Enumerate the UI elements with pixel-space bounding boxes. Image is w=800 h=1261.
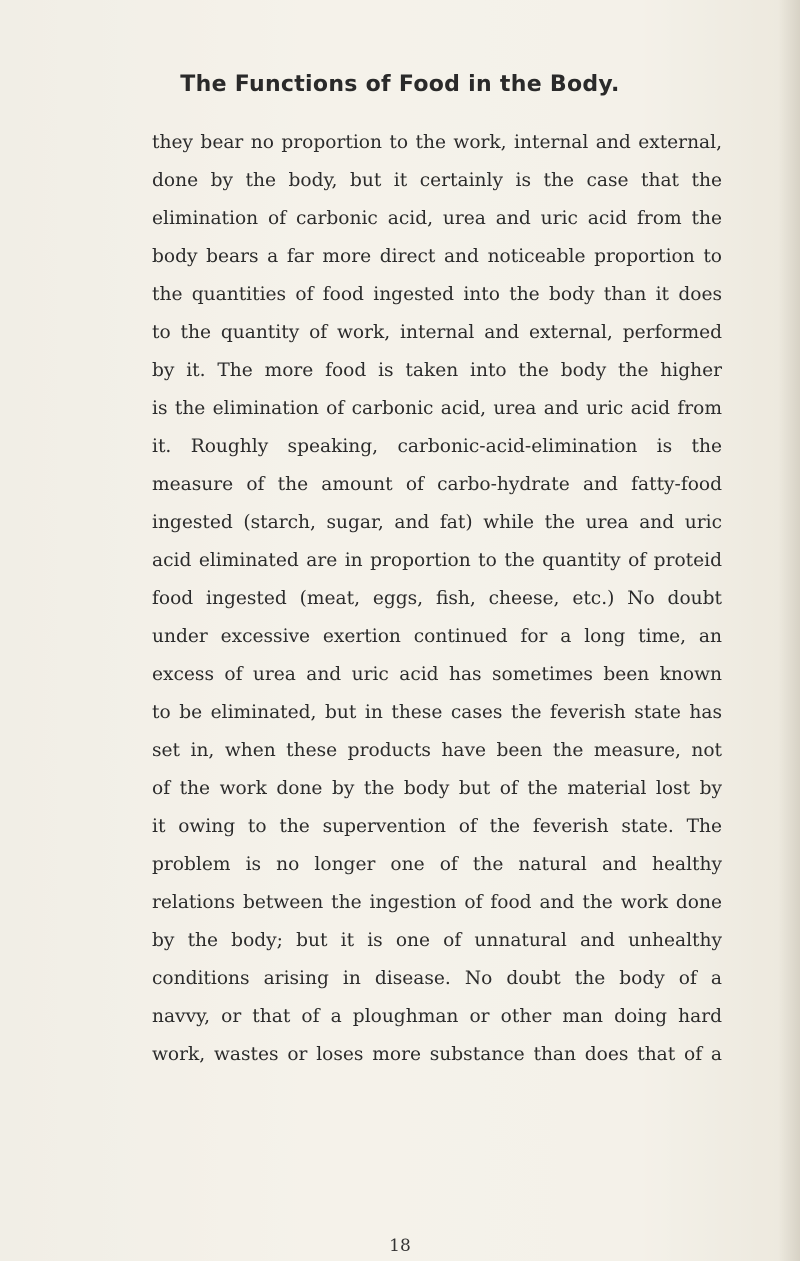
- text-line: they bear no proportion to the work, internal and external,: [152, 132, 722, 153]
- text-line: relations between the ingestion of food and the work done: [152, 892, 722, 913]
- text-line: ingested (starch, sugar, and fat) while the urea and uric: [152, 512, 722, 533]
- text-line: conditions arising in disease. No doubt the body of a: [152, 968, 722, 989]
- text-line: to be eliminated, but in these cases the feverish state has: [152, 702, 722, 723]
- text-line: navvy, or that of a ploughman or other man doing hard: [152, 1006, 722, 1027]
- text-line: it. Roughly speaking, carbonic-acid-elimination is the: [152, 436, 722, 457]
- page-number: 18: [389, 1236, 411, 1256]
- text-line: by it. The more food is taken into the body the higher: [152, 360, 722, 381]
- text-line: work, wastes or loses more substance than does that of a: [152, 1044, 722, 1065]
- text-line: excess of urea and uric acid has sometimes been known: [152, 664, 722, 685]
- body-text: [152, 124, 722, 1074]
- text-line: acid eliminated are in proportion to the quantity of proteid: [152, 550, 722, 571]
- text-line: it owing to the supervention of the feverish state. The: [152, 816, 722, 837]
- text-line: set in, when these products have been the measure, not: [152, 740, 722, 761]
- text-line: is the elimination of carbonic acid, urea and uric acid from: [152, 398, 722, 419]
- text-line: to the quantity of work, internal and external, performed: [152, 322, 722, 343]
- text-line: by the body; but it is one of unnatural and unhealthy: [152, 930, 722, 951]
- running-head: The Functions of Food in the Body.: [180, 72, 620, 97]
- text-line: problem is no longer one of the natural and healthy: [152, 854, 722, 875]
- text-line: measure of the amount of carbo-hydrate and fatty-food: [152, 474, 722, 495]
- text-line: done by the body, but it certainly is the case that the: [152, 170, 722, 191]
- text-line: body bears a far more direct and noticeable proportion to: [152, 246, 722, 267]
- text-line: elimination of carbonic acid, urea and uric acid from the: [152, 208, 722, 229]
- page-edge-shadow: [778, 0, 800, 1261]
- text-line: the quantities of food ingested into the body than it does: [152, 284, 722, 305]
- text-line: under excessive exertion continued for a long time, an: [152, 626, 722, 647]
- text-line: of the work done by the body but of the material lost by: [152, 778, 722, 799]
- text-line: food ingested (meat, eggs, fish, cheese, etc.) No doubt: [152, 588, 722, 609]
